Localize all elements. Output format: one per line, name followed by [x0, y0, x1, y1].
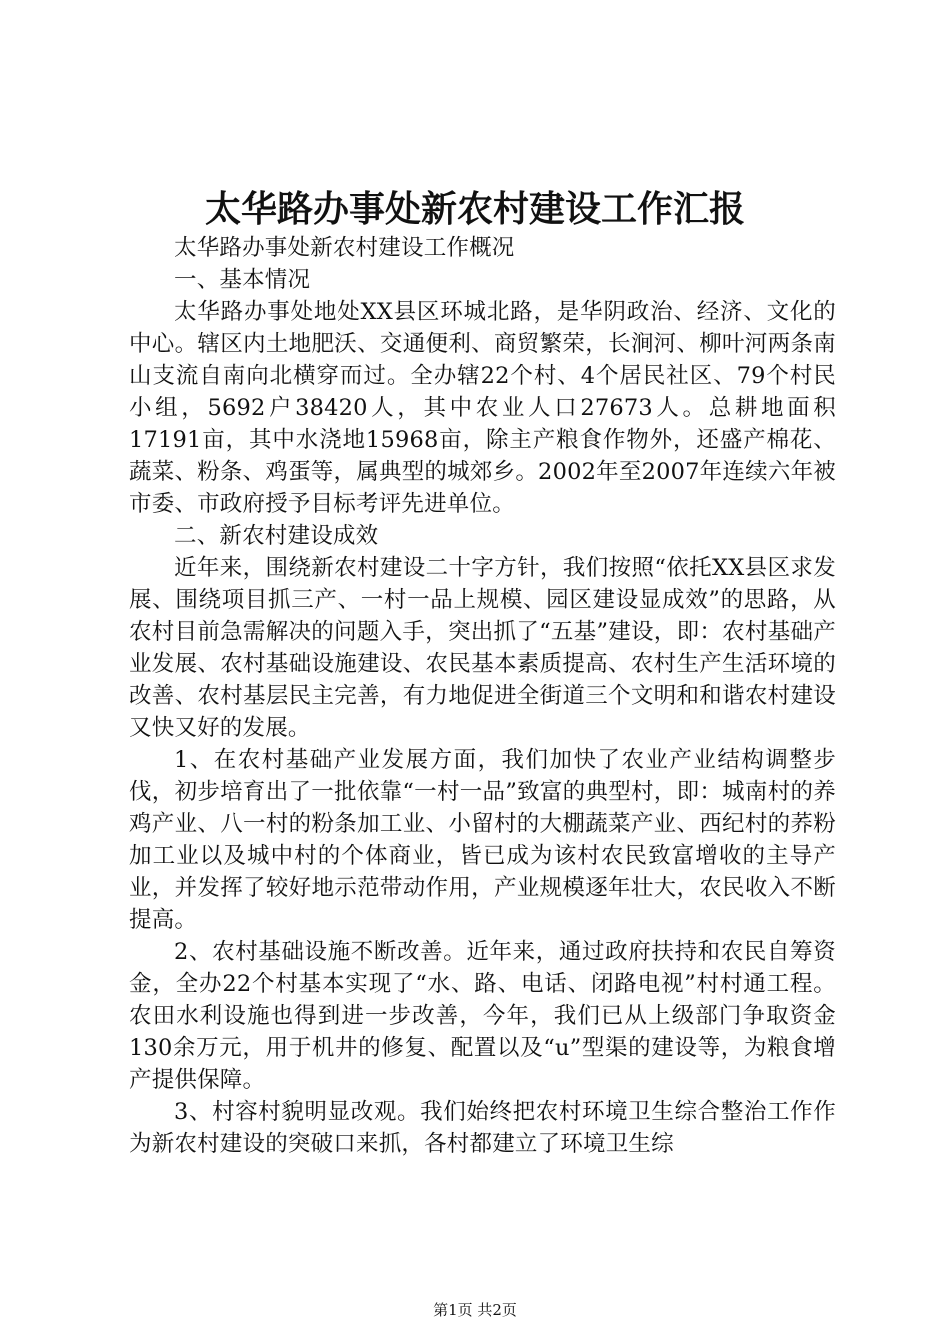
- document-body: [129, 232, 836, 1160]
- paragraph-basic-situation: 太华路办事处地处XX县区环城北路，是华阴政治、经济、文化的中心。辖区内土地肥沃、交通便利、商贸繁荣，长涧河、柳叶河两条南山支流自南向北横穿而过。全办辖22个村、4个居民社区、79个村民小组，5692户38420人，其中农业人口27673人。总耕地面积17191亩，其中水浇地15968亩，除主产粮食作物外，还盛产棉花、蔬菜、粉条、鸡蛋等，属典型的城郊乡。2002年至2007年连续六年被市委、市政府授予目标考评先进单位。: [129, 299, 836, 517]
- section-heading-results: 二、新农村建设成效: [174, 523, 379, 549]
- section-subtitle: 太华路办事处新农村建设工作概况: [174, 235, 515, 261]
- paragraph-item-2: 2、农村基础设施不断改善。近年来，通过政府扶持和农民自筹资金，全办22个村基本实现了“水、路、电话、闭路电视”村村通工程。农田水利设施也得到进一步改善，今年，我们已从上级部门争取资金130余万元，用于机井的修复、配置以及“u”型渠的建设等，为粮食增产提供保障。: [129, 939, 836, 1093]
- document-title: 太华路办事处新农村建设工作汇报: [204, 188, 745, 230]
- paragraph-item-3: 3、村容村貌明显改观。我们始终把农村环境卫生综合整治工作作为新农村建设的突破口来抓，各村都建立了环境卫生综: [129, 1099, 836, 1157]
- section-heading-basic: 一、基本情况: [174, 267, 311, 293]
- paragraph-results-intro: 近年来，围绕新农村建设二十字方针，我们按照“依托XX县区求发展、围绕项目抓三产、一村一品上规模、园区建设显成效”的思路，从农村目前急需解决的问题入手，突出抓了“五基”建设，即：农村基础产业发展、农村基础设施建设、农民基本素质提高、农村生产生活环境的改善、农村基层民主完善，有力地促进全街道三个文明和和谐农村建设又快又好的发展。: [129, 555, 836, 741]
- page-footer: 第1页 共2页: [433, 1301, 517, 1319]
- paragraph-item-1: 1、在农村基础产业发展方面，我们加快了农业产业结构调整步伐，初步培育出了一批依靠“一村一品”致富的典型村，即：城南村的养鸡产业、八一村的粉条加工业、小留村的大棚蔬菜产业、西纪村的荞粉加工业以及城中村的个体商业，皆已成为该村农民致富增收的主导产业，并发挥了较好地示范带动作用，产业规模逐年壮大，农民收入不断提高。: [129, 747, 836, 933]
